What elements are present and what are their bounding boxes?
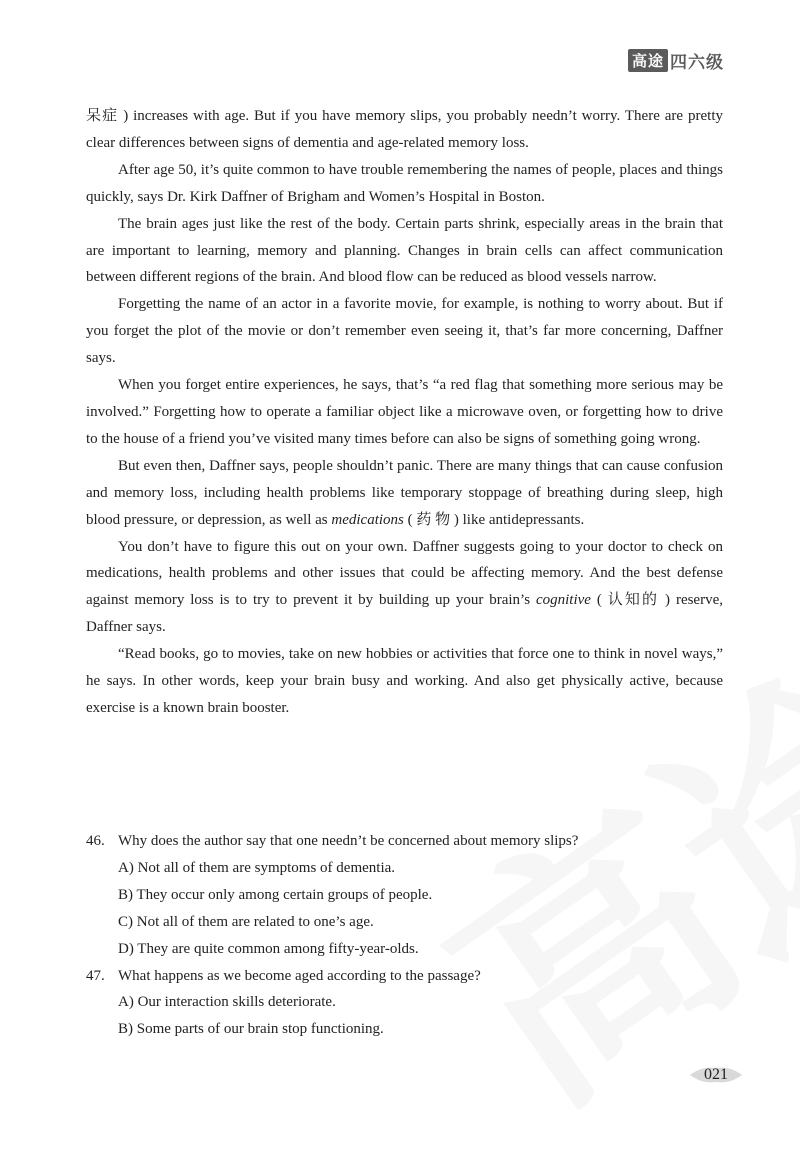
passage-paragraph — [86, 211, 723, 292]
italic-term: cognitive — [535, 592, 591, 609]
passage-paragraph — [86, 103, 723, 157]
text-run: 呆症 ) increases with age. But if you have memory slips, you probably needn’t worry. There are pretty clear differences between signs of dementia and age-related memory loss. — [86, 108, 723, 151]
answer-option: A) Not all of them are symptoms of dementia. — [118, 859, 396, 876]
answer-option: C) Not all of them are related to one’s age. — [118, 913, 374, 930]
question — [86, 828, 723, 855]
question-text: Why does the author say that one needn’t be concerned about memory slips? — [118, 833, 579, 849]
passage-paragraph — [86, 372, 723, 453]
question-text: What happens as we become aged according to the passage? — [118, 967, 481, 984]
answer-option: A) Our interaction skills deteriorate. — [118, 994, 336, 1011]
italic-term: medications — [331, 511, 404, 528]
text-run: Forgetting the name of an actor in a favorite movie, for example, is nothing to worry about. But if you forget the plot of the movie or don’t remember even seeing it, that’s far more concerning, Daffner says. — [86, 296, 723, 367]
text-run: “Read books, go to movies, take on new hobbies or activities that force one to think in novel ways,” he says. In other words, keep your brain busy and working. And also get physically active, because exercise is a known brain booster. — [86, 646, 723, 716]
passage-paragraph — [86, 157, 723, 211]
question-number: 47. — [86, 967, 105, 984]
passage-paragraph — [86, 641, 723, 722]
brand-logo-box: 高途 — [628, 49, 668, 72]
text-run: ( 认知的 ) reserve, Daffner says. — [86, 592, 723, 636]
brand-logo-text: 四六级 — [670, 52, 725, 73]
passage-paragraph — [86, 453, 723, 534]
answer-option: B) Some parts of our brain stop functioning. — [118, 1021, 384, 1038]
answer-option: D) They are quite common among fifty-year-olds. — [118, 940, 419, 957]
text-run: When you forget entire experiences, he says, that’s “a red flag that something more serious may be involved.” Forgetting how to operate a familiar object like a microwave oven, or forgetting how to drive to the house of a friend you’ve visited many times before can also be signs of something going wrong. — [86, 377, 723, 447]
text-run: ( 药 物 ) like antidepressants. — [403, 511, 585, 528]
passage-text — [86, 103, 723, 722]
text-run: After age 50, it’s quite common to have trouble remembering the names of people, places and things quickly, says Dr. Kirk Daffner of Brigham and Women’s Hospital in Boston. — [86, 161, 723, 205]
page-number — [688, 1064, 744, 1086]
text-run: The brain ages just like the rest of the body. Certain parts shrink, especially areas in the brain that are important to learning, memory and planning. Changes in brain cells can affect communication between different regions of the brain. And blood flow can be reduced as blood vessels narrow. — [86, 215, 723, 286]
passage-paragraph — [86, 534, 723, 642]
text-run: You don’t have to figure this out on your own. Daffner suggests going to your doctor to check on medications, health problems and other issues that could be affecting memory. And the best defense against memory loss is to try to prevent it by building up your brain’s — [86, 538, 723, 609]
answer-option: B) They occur only among certain groups of people. — [118, 886, 433, 903]
question — [86, 963, 723, 990]
brand-logo — [628, 48, 724, 72]
question-list — [86, 828, 723, 1043]
text-run: But even then, Daffner says, people shouldn’t panic. There are many things that can cause confusion and memory loss, including health problems like temporary stoppage of breathing during sleep, high blood pressure, or depression, as well as — [86, 457, 723, 528]
question-number: 46. — [86, 833, 105, 849]
page-number-label: 021 — [704, 1066, 728, 1083]
passage-paragraph — [86, 291, 723, 372]
